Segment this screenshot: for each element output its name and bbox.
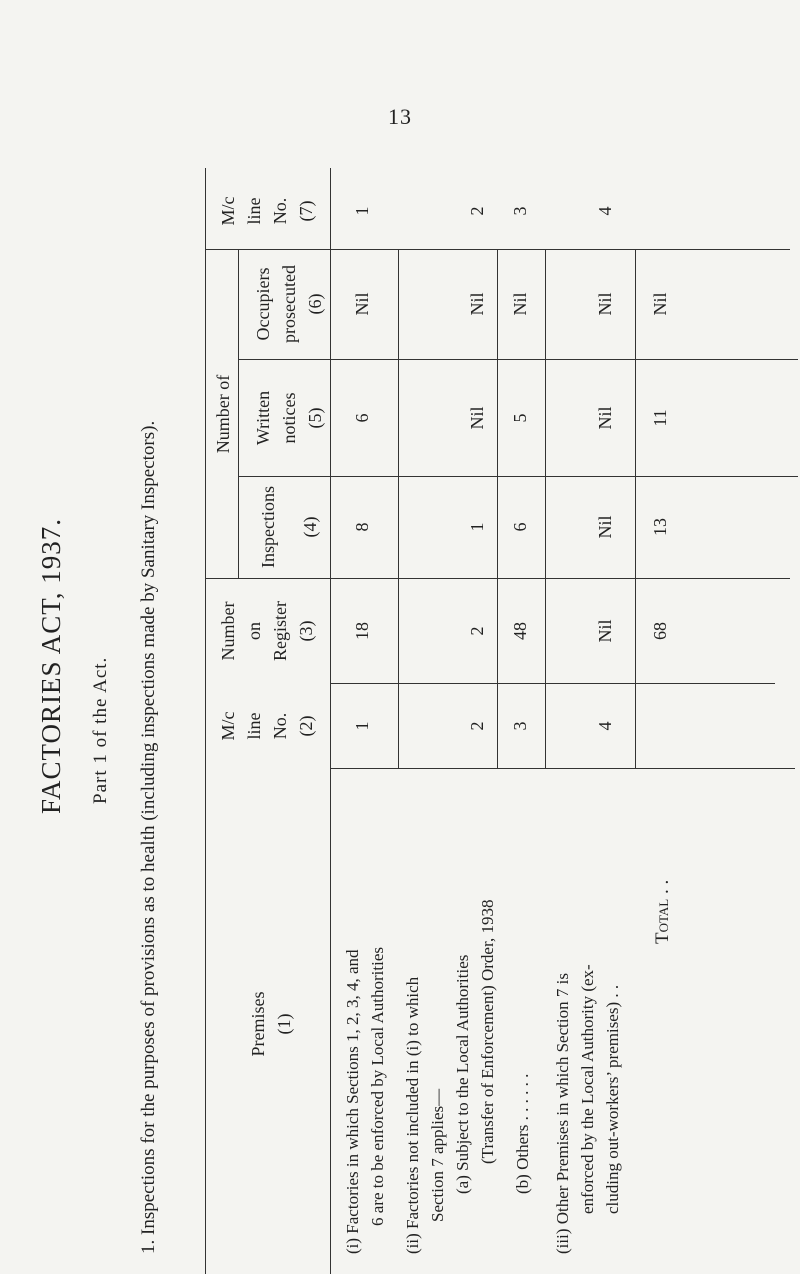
table-row-premises: (iii) Other Premises in which Section 7 is enforced by the Local Authority (ex- cluding out-workers’ premises) . . xyxy=(553,964,622,1254)
col-header-number-of: Number of xyxy=(213,374,233,454)
rule-numberof-under xyxy=(238,249,239,579)
rotated-page-content xyxy=(0,174,800,1274)
section-heading: 1. Inspections for the purposes of provisions as to health (including inspections made by Sanitary Inspectors). xyxy=(138,420,159,1254)
table-cell-mc-line: 4 xyxy=(595,721,615,731)
table-cell-inspections-total: 13 xyxy=(650,518,670,536)
rule-mcline-register xyxy=(330,683,775,684)
table-cell-register: 18 xyxy=(352,622,372,640)
part-heading: Part 1 of the Act. xyxy=(90,656,111,804)
rule-notices-prosecuted xyxy=(238,359,798,360)
table-row-premises: (ii) Factories not included in (i) to which Section 7 applies— (a) Subject to the Local Authorities (Transfer of Enforcement) Order, 1938 xyxy=(403,899,497,1254)
col-header-occupiers-prosecuted: Occupiers prosecuted (6) xyxy=(253,265,325,343)
col-header-mc-line-7: M/c line No. (7) xyxy=(218,196,316,226)
table-cell-notices: 6 xyxy=(352,413,372,423)
table-top-rule xyxy=(205,168,206,1274)
table-row-premises: (b) Others . . . . . . xyxy=(513,1073,532,1194)
table-cell-prosecuted-total: Nil xyxy=(650,292,670,316)
table-cell-mc-line-b: 1 xyxy=(352,206,372,216)
col-header-written-notices: Written notices (5) xyxy=(253,390,325,446)
row-rule-2 xyxy=(497,249,498,769)
row-rule-4 xyxy=(635,249,636,769)
table-cell-notices: Nil xyxy=(467,406,487,430)
table-row-premises: (i) Factories in which Sections 1, 2, 3, 4, and 6 are to be enforced by Local Authorities xyxy=(343,947,387,1254)
table-cell-inspections: Nil xyxy=(595,515,615,539)
row-rule-3 xyxy=(545,249,546,769)
page-number: 13 xyxy=(388,104,412,129)
table-cell-register: 2 xyxy=(467,626,487,636)
table-cell-mc-line: 3 xyxy=(510,721,530,731)
table-cell-inspections: 1 xyxy=(467,522,487,532)
table-cell-register: Nil xyxy=(595,619,615,643)
col-header-premises: Premises (1) xyxy=(248,991,294,1057)
table-cell-inspections: 8 xyxy=(352,522,372,532)
col-header-mc-line-2: M/c line No. (2) xyxy=(218,711,316,741)
table-cell-mc-line-b: 4 xyxy=(595,206,615,216)
table-cell-prosecuted: Nil xyxy=(510,292,530,316)
table-cell-notices: Nil xyxy=(595,406,615,430)
table-cell-register: 48 xyxy=(510,622,530,640)
table-cell-mc-line: 2 xyxy=(467,721,487,731)
table-cell-mc-line: 1 xyxy=(352,721,372,731)
table-cell-prosecuted: Nil xyxy=(467,292,487,316)
col-header-number-on-register: Number on Register (3) xyxy=(218,601,316,661)
table-cell-inspections: 6 xyxy=(510,522,530,532)
col-header-inspections: Inspections (4) xyxy=(258,486,320,568)
document-title: FACTORIES ACT, 1937. xyxy=(36,517,66,814)
table-row-total-label: Total . . xyxy=(652,879,673,944)
row-rule-1 xyxy=(398,249,399,769)
table-cell-notices-total: 11 xyxy=(650,409,670,427)
rule-inspections-notices xyxy=(238,476,798,477)
rule-premises-mcline xyxy=(330,768,795,769)
table-cell-notices: 5 xyxy=(510,413,530,423)
table-cell-mc-line-b: 2 xyxy=(467,206,487,216)
rule-header-bottom xyxy=(330,168,331,1274)
table-cell-mc-line-b: 3 xyxy=(510,206,530,216)
table-cell-register-total: 68 xyxy=(650,622,670,640)
table-cell-prosecuted: Nil xyxy=(352,292,372,316)
table-cell-prosecuted: Nil xyxy=(595,292,615,316)
